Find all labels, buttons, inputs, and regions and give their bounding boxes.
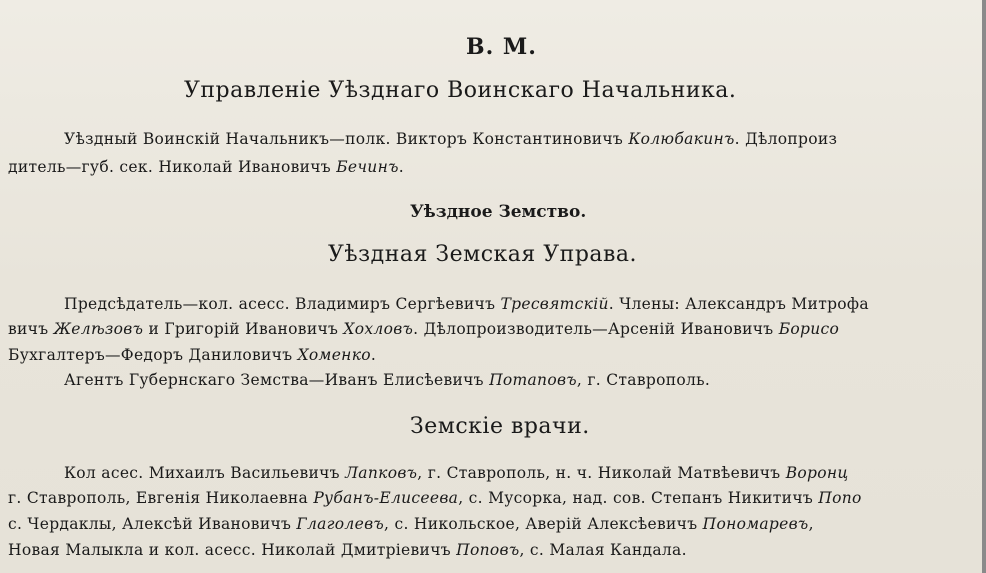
doctors-line-3: с. Чердаклы, Алексѣй Ивановичъ Глаголевъ, с. Никольское, Аверій Алексѣевичъ Пономаревъ, — [8, 515, 814, 533]
page-heading: В. М. — [466, 34, 537, 60]
section-title-zemstvo: Уѣздное Земство. — [410, 202, 587, 222]
doctors-line-2: г. Ставрополь, Евгенія Николаевна Рубанъ-Елисеева, с. Мусорка, над. сов. Степанъ Никитичъ Попо — [8, 489, 862, 507]
military-line-2: дитель—губ. сек. Николай Ивановичъ Бечинъ. — [8, 158, 404, 176]
section-subtitle-zemstvo-board: Уѣздная Земская Управа. — [328, 242, 638, 267]
section-title-military: Управленіе Уѣзднаго Воинскаго Начальника. — [184, 78, 737, 103]
zemstvo-line-3: Бухгалтеръ—Федоръ Даниловичъ Хоменко. — [8, 346, 377, 364]
zemstvo-line-1: Предсѣдатель—кол. асесс. Владимиръ Сергѣевичъ Тресвятскій. Члены: Александръ Митрофа — [64, 295, 869, 313]
section-title-doctors: Земскіе врачи. — [410, 414, 590, 439]
military-line-1: Уѣздный Воинскій Начальникъ—полк. Викторъ Константиновичъ Колюбакинъ. Дѣлопроиз — [64, 130, 838, 148]
doctors-line-1: Кол асес. Михаилъ Васильевичъ Лапковъ, г. Ставрополь, н. ч. Николай Матвѣевичъ Воронц — [64, 464, 849, 482]
doctors-line-4: Новая Малыкла и кол. асесс. Николай Дмитріевичъ Поповъ, с. Малая Кандала. — [8, 541, 687, 559]
zemstvo-line-2: вичъ Желѣзовъ и Григорій Ивановичъ Хохловъ. Дѣлопроизводитель—Арсеній Ивановичъ Борисо — [8, 320, 840, 338]
zemstvo-line-4: Агентъ Губернскаго Земства—Иванъ Елисѣевичъ Потаповъ, г. Ставрополь. — [64, 371, 711, 389]
page-edge — [982, 0, 986, 573]
